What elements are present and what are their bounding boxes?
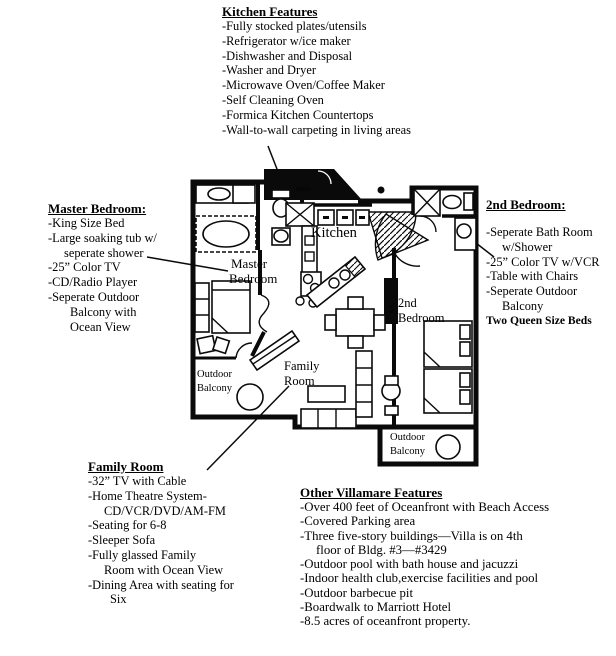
- wc-sink: [274, 230, 288, 242]
- bath-sink: [208, 188, 230, 200]
- feature-item: -25” Color TV: [48, 260, 121, 275]
- ottoman: [213, 337, 229, 353]
- balcony-right-label-1: Outdoor: [390, 432, 425, 443]
- feature-item: -Outdoor barbecue pit: [300, 585, 413, 600]
- feature-item: -Refrigerator w/ice maker: [222, 33, 351, 48]
- ac-closet-label: A/C: [388, 302, 396, 314]
- feature-item: Ocean View: [70, 319, 131, 334]
- balcony-table-left: [237, 384, 263, 410]
- feature-item: -25” Color TV w/VCR: [486, 254, 600, 269]
- feature-item: -Covered Parking area: [300, 514, 416, 529]
- family-label-1: Family: [284, 359, 320, 373]
- feature-item: -Table with Chairs: [486, 269, 579, 284]
- feature-item: w/Shower: [502, 239, 553, 254]
- feature-item: -Sleeper Sofa: [88, 533, 156, 548]
- queen-bed-2: [424, 369, 472, 413]
- feature-item: -8.5 acres of oceanfront property.: [300, 614, 471, 629]
- master-label-2: Bedroom: [229, 271, 278, 286]
- side-couch: [356, 351, 372, 417]
- feature-item: -Fully stocked plates/utensils: [222, 19, 367, 33]
- second-label-1: 2nd: [398, 296, 417, 310]
- feature-item: -Formica Kitchen Countertops: [222, 107, 374, 122]
- feature-item: Balcony: [502, 298, 544, 313]
- master-label-1: Master: [231, 256, 268, 271]
- kitchen-label: Kitchen: [311, 225, 357, 241]
- feature-item: -Seperate Outdoor: [48, 289, 140, 304]
- feature-item: Balcony with: [70, 304, 137, 319]
- feature-item: Six: [110, 592, 127, 607]
- second-label-2: Bedroom: [398, 311, 445, 325]
- column-dot: [378, 187, 385, 194]
- feature-item: -King Size Bed: [48, 216, 125, 230]
- block-title: Master Bedroom:: [48, 201, 147, 216]
- master-bedroom-furniture: [195, 281, 250, 354]
- feature-item: -Dining Area with seating for: [88, 577, 234, 592]
- family-label-2: Room: [284, 374, 315, 388]
- feature-item: -Outdoor pool with bath house and jacuzzi: [300, 557, 519, 572]
- entry-label: entry: [296, 185, 311, 193]
- feature-item: -Seperate Bath Room: [486, 225, 593, 239]
- feature-item: -Fully glassed Family: [88, 547, 197, 562]
- toilet-tank: [464, 193, 473, 210]
- block-title: Other Villamare Features: [300, 485, 443, 500]
- block-title: Family Room: [88, 459, 164, 474]
- feature-item: -Seating for 6-8: [88, 518, 167, 533]
- feature-item: -CD/Radio Player: [48, 275, 138, 290]
- tv-table: [308, 386, 345, 402]
- feature-item: -Boardwalk to Marriott Hotel: [300, 600, 452, 615]
- sleeper-sofa: [301, 409, 356, 428]
- shower-stall: [414, 189, 440, 216]
- feature-item: Room with Ocean View: [104, 562, 224, 577]
- feature-item: -Three five-story buildings—Villa is on 4th: [300, 528, 523, 543]
- feature-item: -Large soaking tub w/: [48, 230, 157, 245]
- toilet-tank: [272, 190, 290, 198]
- closet-bifold-doors: [368, 212, 428, 260]
- block-title: Kitchen Features: [222, 4, 318, 19]
- dresser: [195, 283, 209, 332]
- feature-item: -Washer and Dryer: [222, 63, 316, 78]
- bar-stool: [296, 297, 304, 305]
- balcony-left-label-2: Balcony: [197, 383, 232, 394]
- queen-bed-1: [424, 321, 472, 367]
- master-callout: [147, 257, 228, 271]
- chair: [197, 336, 216, 354]
- vanity-sink: [457, 224, 471, 238]
- balcony-right-label-2: Balcony: [390, 446, 425, 457]
- feature-item: -Indoor health club,exercise facilities and pool: [300, 571, 539, 586]
- ac-closet: [384, 278, 398, 324]
- feature-item: floor of Bldg. #3—#3429: [316, 542, 447, 557]
- queen-beds-note: Two Queen Size Beds: [486, 313, 592, 327]
- feature-item: -32” TV with Cable: [88, 474, 187, 488]
- feature-item: -Over 400 feet of Oceanfront with Beach Access: [300, 500, 550, 514]
- toilet-bowl: [443, 196, 461, 209]
- king-bed: [212, 281, 250, 333]
- feature-item: -Self Cleaning Oven: [222, 92, 324, 107]
- laundry-closet: [286, 203, 314, 226]
- feature-item: -Seperate Outdoor: [486, 284, 578, 299]
- feature-item: CD/VCR/DVD/AM-FM: [104, 503, 226, 518]
- bath-shelf: [233, 185, 255, 203]
- balcony-left-label-1: Outdoor: [197, 369, 232, 380]
- feature-item: seperate shower: [64, 245, 144, 260]
- feature-item: -Dishwasher and Disposal: [222, 48, 353, 63]
- feature-item: -Wall-to-wall carpeting in living areas: [222, 122, 411, 137]
- block-title: 2nd Bedroom:: [486, 197, 566, 212]
- balcony-table-right: [436, 435, 460, 459]
- dining-table-set: [325, 297, 385, 348]
- feature-item: -Home Theatre System-: [88, 488, 207, 503]
- second-callout: [476, 243, 494, 257]
- feature-item: -Microwave Oven/Coffee Maker: [222, 78, 385, 93]
